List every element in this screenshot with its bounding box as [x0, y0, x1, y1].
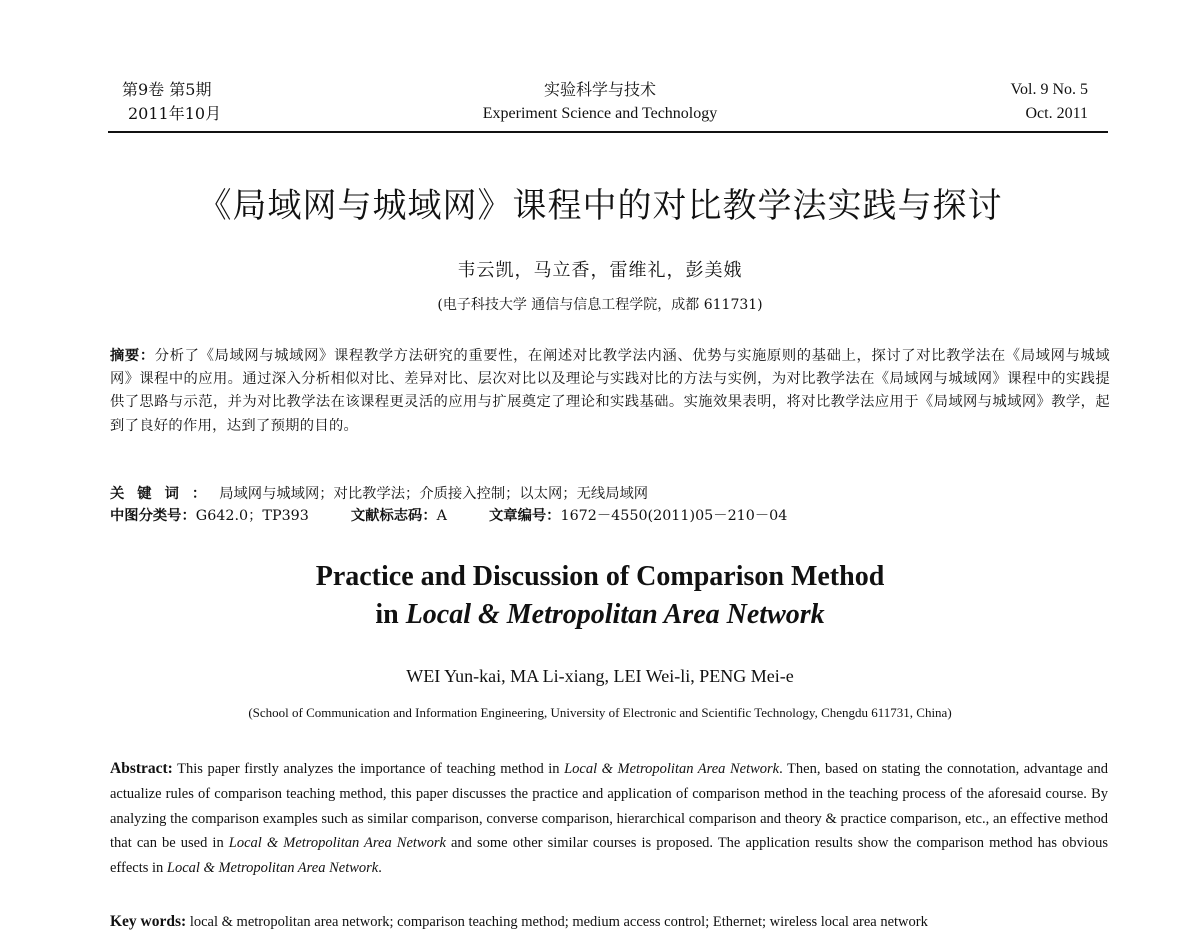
classification-line	[110, 505, 1110, 527]
abstract-cn-text: 分析了《局域网与城域网》课程教学方法研究的重要性，在阐述对比教学法内涵、优势与实施原则的基础上，探讨了对比教学法在《局域网与城域网》课程中的应用。通过深入分析相似对比、差异对比、层次对比以及理论与实践对比的方法与实例，为对比教学法在《局域网与城域网》课程中的实践提供了思路与示范，并为对比教学法在该课程更灵活的应用与扩展奠定了理论和实践基础。实施效果表明，将对比教学法应用于《局域网与城域网》教学，起到了良好的作用，达到了预期的目的。	[110, 348, 1110, 434]
keywords-cn-text: 局域网与城域网；对比教学法；介质接入控制；以太网；无线局域网	[219, 486, 649, 502]
keywords-cn-label: 关键词：	[110, 486, 220, 502]
abstract-en-text-2: . Then, based on stating the connotation, advantage and actualize rules of comparison teaching method, this paper discusses the practice and application of comparison method in the teaching process of the aforesaid course. By analyzing the comparison examples such as similar comparison, converse comparison, hierarchical comparison and theory & practice comparison, etc., an effective method that can be used in	[110, 761, 1109, 852]
journal-name-cn: 实验科学与技术	[543, 80, 656, 99]
abstract-en-italic-1: Local & Metropolitan Area Network	[564, 761, 780, 777]
volume-issue-cn: 第9卷 第5期	[122, 80, 212, 99]
volume-issue-en: Vol. 9 No. 5	[1010, 81, 1088, 98]
article-number-label: 文章编号：	[488, 508, 561, 524]
keywords-en-text: local & metropolitan area network; comparison teaching method; medium access control; Ethernet; wireless local area network	[186, 914, 928, 930]
header-right	[1011, 78, 1089, 126]
title-en-line1: Practice and Discussion of Comparison Method	[315, 561, 885, 592]
paper-title-en	[0, 558, 1200, 634]
article-number-value: 1672－4550(2011)05－210－04	[560, 508, 788, 524]
title-en-italic: Local & Metropolitan Area Network	[405, 599, 825, 630]
authors-en: WEI Yun-kai, MA Li-xiang, LEI Wei-li, PENG Mei-e	[406, 666, 794, 686]
page-header	[0, 0, 1200, 135]
clc-value: G642.0；TP393	[195, 508, 309, 524]
title-en-prefix: in	[375, 599, 406, 630]
date-cn: 2011年10月	[128, 104, 222, 123]
title-en-line2	[0, 596, 1200, 634]
abstract-en-text-4: .	[378, 860, 382, 877]
abstract-en-label: Abstract:	[110, 760, 173, 777]
header-rule	[108, 131, 1108, 133]
abstract-en-text-3: and some other similar courses is proposed. The application results show the comparison method has obvious effects in	[110, 835, 1108, 877]
authors-cn: 韦云凯，马立香，雷维礼，彭美娥	[457, 260, 743, 281]
abstract-cn	[110, 345, 1110, 438]
keywords-en	[110, 910, 1120, 934]
abstract-cn-label: 摘要：	[110, 348, 155, 364]
clc-label: 中图分类号：	[110, 508, 196, 524]
keywords-en-label: Key words:	[110, 913, 187, 930]
abstract-en-italic-3: Local & Metropolitan Area Network	[166, 860, 379, 877]
keywords-cn	[110, 483, 1110, 505]
date-en: Oct. 2011	[1025, 105, 1088, 122]
affiliation-en: (School of Communication and Information Engineering, University of Electronic and Scientific Technology, Chengdu 611731, China)	[248, 705, 952, 720]
affiliation-cn: (电子科技大学 通信与信息工程学院，成都 611731)	[437, 297, 763, 313]
abstract-en-italic-2: Local & Metropolitan Area Network	[228, 835, 446, 852]
doc-code-label: 文献标志码：	[350, 508, 437, 524]
doc-code-value: A	[436, 508, 447, 524]
journal-name-en: Experiment Science and Technology	[482, 105, 718, 122]
abstract-en	[110, 757, 1108, 881]
paper-title-cn: 《局域网与城域网》课程中的对比教学法实践与探讨	[197, 186, 1003, 226]
abstract-en-text-1: This paper firstly analyzes the importance of teaching method in	[172, 761, 565, 777]
